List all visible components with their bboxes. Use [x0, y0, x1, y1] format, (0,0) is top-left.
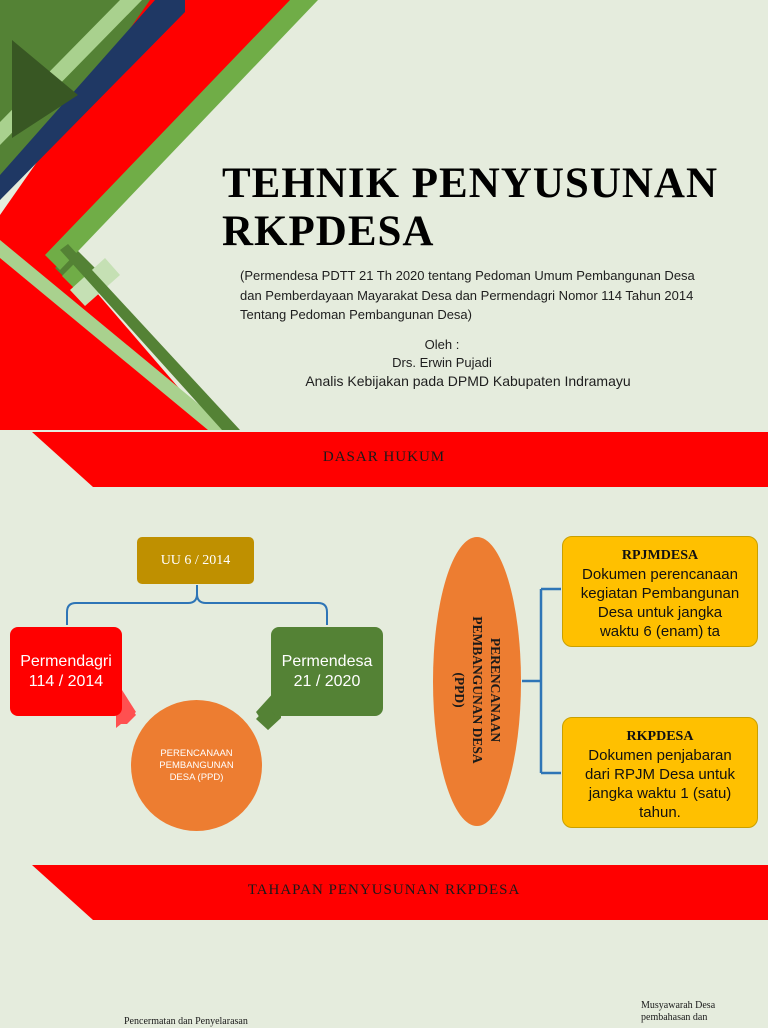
permendagri-line-1: Permendagri	[20, 652, 112, 670]
section-title-tahapan: TAHAPAN PENYUSUNAN RKPDESA	[247, 882, 521, 898]
rpjmdesa-line-2: kegiatan Pembangunan	[580, 585, 740, 602]
title-line-2: RKPDESA	[222, 208, 435, 255]
rpjmdesa-box	[562, 536, 758, 647]
author-name: Drs. Erwin Pujadi	[392, 355, 492, 370]
oval-line-2: PEMBANGUNAN DESA	[470, 616, 485, 764]
rkpdesa-line-1: Dokumen penjabaran	[588, 747, 732, 764]
rpjmdesa-line-1: Dokumen perencanaan	[582, 566, 738, 583]
title-line-1: TEHNIK PENYUSUNAN	[222, 160, 719, 207]
ppd-circle	[131, 700, 262, 831]
author-by: Oleh :	[424, 337, 460, 352]
oval-line-1: PERENCANAAN	[488, 637, 503, 743]
permendagri-box	[10, 627, 122, 716]
subtitle-line-1: (Permendesa PDTT 21 Th 2020 tentang Pedoman Umum Pembangunan Desa	[240, 268, 695, 283]
bottom-right-text	[641, 1000, 761, 1024]
permendesa-line-2: 21 / 2020	[293, 672, 361, 690]
oval-line-3: (PPD)	[452, 672, 467, 708]
section-title-dasar-hukum: DASAR HUKUM	[322, 449, 446, 465]
bottom-left-text: Pencermatan dan Penyelarasan	[124, 1016, 248, 1027]
ppd-line-1: PERENCANAAN	[160, 747, 233, 759]
rkpdesa-title: RKPDESA	[626, 729, 694, 744]
permendesa-box	[271, 627, 383, 716]
ppd-line-3: DESA (PPD)	[169, 771, 224, 783]
bottom-right-line-1: Musyawarah Desa	[641, 1000, 716, 1011]
rkpdesa-line-3: jangka waktu 1 (satu)	[588, 785, 732, 802]
rkpdesa-box	[562, 717, 758, 828]
author-role: Analis Kebijakan pada DPMD Kabupaten Indramayu	[305, 373, 631, 389]
rkpdesa-line-2: dari RPJM Desa untuk	[584, 766, 736, 783]
rkpdesa-line-4: tahun.	[639, 804, 681, 821]
uu-label: UU 6 / 2014	[160, 552, 231, 568]
permendagri-line-2: 114 / 2014	[28, 672, 104, 690]
uu-box	[137, 537, 254, 584]
subtitle-line-3: Tentang Pedoman Pembangunan Desa)	[240, 307, 472, 322]
rpjmdesa-line-3: Desa untuk jangka	[597, 604, 723, 621]
bottom-right-line-2: pembahasan dan	[641, 1012, 708, 1023]
ppd-line-2: PEMBANGUNAN	[159, 759, 234, 771]
permendesa-line-1: Permendesa	[281, 652, 373, 670]
rpjmdesa-line-4: waktu 6 (enam) ta	[599, 623, 721, 640]
rpjmdesa-title: RPJMDESA	[621, 548, 699, 563]
ppd-oval-label	[450, 550, 504, 830]
subtitle-line-2: dan Pemberdayaan Mayarakat Desa dan Permendagri Nomor 114 Tahun 2014	[240, 287, 694, 303]
